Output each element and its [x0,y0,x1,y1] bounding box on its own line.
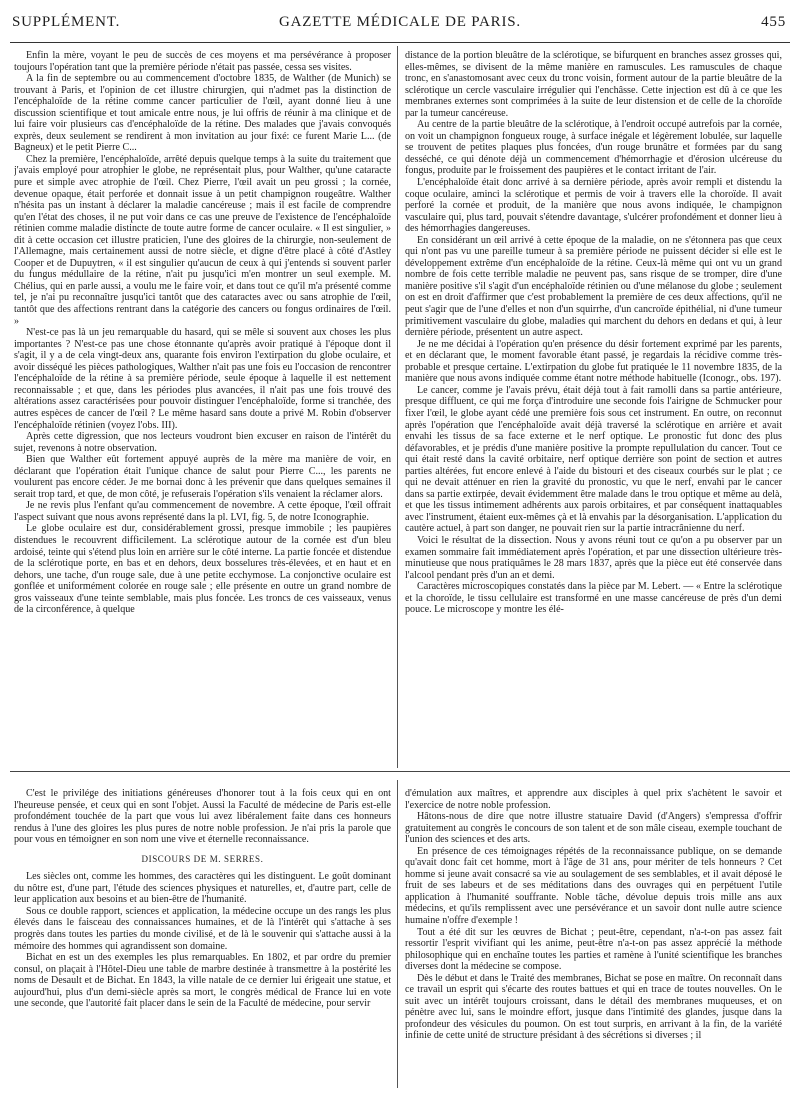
paragraph: Voici le résultat de la dissection. Nous y avons réuni tout ce qu'on a pu observer par un examen sommaire fait immédiatement après l'opération, et par une dissection ultérieure très-minutieuse que nous pratiquâmes le 28 mars 1837, après que la pièce eut été conservée dans l'alcool pendant près d'un an et demi. [405,534,782,581]
paragraph: distance de la portion bleuâtre de la sclérotique, se bifurquent en branches assez grosses qui, elles-mêmes, se divisent de la même manière en ramuscules. Les ramuscules de chaque tronc, en s'anastomosant avec ceux du tronc voisin, forment autour de la partie bleuâtre de la sclérotique un cercle vasculaire irrégulier qui l'enchâsse. Cette injection est dû à ce que les membranes externes sont comprimées à la suite de leur distension et de celle de la choroïde par la tumeur cancéreuse. [405,50,782,119]
paragraph: Je ne me décidai à l'opération qu'en présence du désir fortement exprimé par les parents, et en déclarant que, le moment favorable étant passé, je regardais la récidive comme très-probable et presque certaine. L'extirpation du globe fut pratiquée le 11 novembre 1835, de la manière que nous avons indiquée comme étant notre méthode habituelle (Iconogr., obs. 197). [405,338,782,385]
paragraph: A la fin de septembre ou au commencement d'octobre 1835, de Walther (de Munich) se trouvant à Paris, et l'opinion de cet illustre chirurgien, qui n'admet pas la distinction de l'encéphaloïde de la rétine comme cancer particulier de l'œil, ayant donné lieu à une discussion scientifique et tout amicale entre nous, je lui offris de réunir à ma clinique et de lui faire voir plusieurs cas d'encéphaloïde de la rétine. Des malades que j'avais convoqués exprès, deux seulement se rendirent à mon invitation au jour fixé: ce furent Marie L... (de Bagneux) et le petit Pierre C... [14,73,391,154]
paragraph: Hâtons-nous de dire que notre illustre statuaire David (d'Angers) s'empressa d'offrir gratuitement au congrès le concours de son talent et de son mâle ciseau, exemple touchant de l'union des sciences et des arts. [405,811,782,846]
paragraph: d'émulation aux maîtres, et apprendre aux disciples à quel prix s'achètent le savoir et l'exercice de notre noble profession. [405,788,782,811]
upper-left-column [14,50,391,765]
lower-right-column [405,788,782,1090]
page-number: 455 [761,14,786,30]
lower-left-column [14,788,391,1090]
paragraph: En considérant un œil arrivé à cette époque de la maladie, on ne s'étonnera pas que ceux qui n'ont pas vu une pareille tumeur à sa première période ne puissent décider si elle est le développement extrême d'un encéphaloïde de la rétine. Ceux-là même qui ont vu un grand nombre de fois cette terrible maladie ne peuvent pas, sans risque de se tromper, dire d'une manière positive s'il s'agit d'un encéphaloïde rétinien ou d'une mélanose du globe ; seulement on est en droit d'affirmer que c'est probablement la première de ces deux affections, qu'il ne peut s'agir que de l'une d'elles et non d'un squirrhe, d'un cancroïde épithélial, ni d'une tumeur primitivement vasculaire du globe, maladies qui marchent du dehors en dedans et qui, à leur dernière période, présentent un autre aspect. [405,234,782,339]
paragraph: Bichat en est un des exemples les plus remarquables. En 1802, et par ordre du premier consul, on plaçait à l'Hôtel-Dieu une table de marbre destinée à transmettre à la postérité les noms de Desault et de Bichat. En 1843, la ville natale de ce dernier lui érigeait une statue, et aujourd'hui, plus d'un demi-siècle après sa mort, le congrès médical de France lui en vote une seconde, que l'autorité fait placer dans le sein de la Faculté de médecine, pour servir [14,952,391,1010]
column-divider [397,46,398,768]
section-title: DISCOURS DE M. SERRES. [141,853,264,864]
paragraph: En présence de ces témoignages répétés de la reconnaissance publique, on se demande qu'avait donc fait cet homme, mort à l'âge de 31 ans, pour mériter de tels honneurs ? Cet homme si jeune avait consacré sa vie au soulagement de ses semblables, et il avait déposé le fruit de ses labeurs et de ses méditations dans des ouvrages qui en perpétuent l'utile application à l'humanité souffrante. Noble tâche, dévolue depuis trois mille ans aux médecins, et qu'ils remplissent avec une persévérance et un savoir dont nulle autre science humaine n'offre d'exemple ! [405,845,782,927]
paragraph: Au centre de la partie bleuâtre de la sclérotique, à l'endroit occupé autrefois par la cornée, on voit un champignon fongueux rouge, à surface inégale et légèrement lobulée, sur laquelle se trouvent de petites plaques plus foncées, d'un rouge brunâtre et formées par du sang desséché, ce qui dénote déjà un commencement d'hémorrhagie et d'érosion ulcéreuse du fongus, produite par le froissement des paupières et le contact irritant de l'air. [405,119,782,177]
paragraph: Les siècles ont, comme les hommes, des caractères qui les distinguent. Le goût dominant du nôtre est, d'une part, l'étude des sciences physiques et naturelles, et, d'autre part, celle de leur application aux besoins et au bien-être de l'humanité. [14,871,391,906]
paragraph: Caractères microscopiques constatés dans la pièce par M. Lebert. — « Entre la sclérotique et la choroïde, le tissu cellulaire est transformé en une masse cancéreuse de près d'un demi pouce. Le microscope y montre les élé- [405,581,782,616]
column-divider [397,780,398,1088]
paragraph: C'est le privilége des initiations généreuses d'honorer tout à la fois ceux qui en ont l'heureuse pensée, et ceux qui en sont l'objet. Aussi la Faculté de médecine de Paris est-elle profondément touchée de la part que vous lui avez libéralement faite dans ces honneurs rendus à l'une des gloires les plus pures de notre noble profession. Je n'ai pris la parole que pour vous en témoigner en son nom une vive et éternelle reconnaissance. [14,788,391,846]
paragraph: Le cancer, comme je l'avais prévu, était déjà tout à fait ramolli dans sa partie antérieure, presque diffluent, ce qui me força d'introduire une seconde fois l'airigne de Schmucker pour fixer l'œil, le globe ayant cédé une première fois sous cet instrument. En outre, on reconnut après l'opération que l'encéphaloïde avait déjà traversé la sclérotique en arrière et avait envahi les tissus de sa face externe et le nerf optique. Le pronostic fut donc des plus défavorables, et je prédis d'une manière positive la prompte repullulation du cancer. Tout ce qui était resté dans la cavité orbitaire, nerf optique derrière son point de section et autres parties altérées, fut encore enlevé à l'aide du bistouri et des ciseaux courbés sur le plat ; ce qui ne devait atténuer en rien la gravité du pronostic, vu que le nerf, envahi par le cancer dans sa partie extirpée, devait évidemment être malade dans le trou optique et même au delà, et que les tissus intimement adhérents aux parois orbitaires, et par conséquent inattaquables avec l'instrument, étaient eux-mêmes çà et là envahis par la désorganisation. L'application du cautère actuel, à part son danger, ne pouvait rien sur la partie intracrânienne du nerf. [405,384,782,535]
section-divider [10,771,790,772]
paragraph: Après cette digression, que nos lecteurs voudront bien excuser en raison de l'intérêt du sujet, revenons à notre observation. [14,431,391,454]
paragraph: Bien que Walther eût fortement appuyé auprès de la mère ma manière de voir, en déclarant que l'opération était l'unique chance de salut pour Pierre C..., les parents ne voulurent pas encore céder. Je me bornai donc à les prévenir que dans quelques semaines il serait trop tard, et que, de mon côté, je refuserais l'opération s'ils venaient la réclamer alors. [14,454,391,500]
supplement-label: SUPPLÉMENT. [12,14,121,30]
paragraph: Le globe oculaire est dur, considérablement grossi, presque immobile ; les paupières distendues le recouvrent difficilement. La sclérotique autour de la cornée est d'un bleu ardoisé, teinte qui s'étend plus loin en arrière sur le côté interne. La partie foncée et distendue de la sclérotique porte, en bas et en dehors, deux bosselures très-élevées, et en haut et en dehors, une tache, d'un rouge sale, due à une petite ecchymose. La conjonctive oculaire est gonflée et uniformément colorée en rouge sale ; elle présente en outre un grand nombre de gros vaisseaux d'une teinte semblable, mais plus foncée. Les troncs de ces vaisseaux, venus de la circonférence, à quelque [14,523,391,616]
journal-title: GAZETTE MÉDICALE DE PARIS. [279,14,521,30]
paragraph: Chez la première, l'encéphaloïde, arrêté depuis quelque temps à la suite du traitement que j'avais employé pour atrophier le globe, ne représentait plus, pour Walther, qu'une cataracte pure et simple avec atrophie de l'œil. Chez Pierre, l'œil avait un peu grossi ; la cornée, devenue opaque, était perforée et donnait issue à un petit champignon rougeâtre. Walther n'hésita pas un instant à déclarer la maladie cancéreuse ; mais il est facile de comprendre qu'en l'état des choses, il ne put voir dans ce cas une preuve de l'existence de l'encéphaloïde rétinien comme maladie distincte de toute autre forme de cancer oculaire. « Il est singulier, » dit à cette occasion cet illustre praticien, l'une des gloires de la chirurgie, non-seulement de l'Allemagne, mais certainement aussi de notre siècle, et digne d'être placé à côté d'Astley Cooper et de Dupuytren, « il est singulier qu'aucun de ceux à qui j'entends si souvent parler du fungus médullaire de la rétine, n'ait pu jusqu'ici m'en montrer un seul exemple. M. Chélius, qui en parle aussi, a voulu me le faire voir, et dans tout ce qu'il m'a présenté comme tel, je n'ai pu reconnaître jusqu'ici tantôt que des cataractes avec ou sans atrophie de l'œil, tantôt que des affections rentrant dans la catégorie des cancers ou fongus ordinaires de l'œil. » [14,153,391,327]
paragraph: Tout a été dit sur les œuvres de Bichat ; peut-être, cependant, n'a-t-on pas assez fait ressortir l'esprit vivifiant qui les anime, peut-être n'a-t-on pas assez apprécié la méthode philosophique qui en enchaîne toutes les parties et ramène à l'unité scientifique les branches diverses dont la médecine se compose. [405,926,782,973]
paragraph: Dès le début et dans le Traité des membranes, Bichat se pose en maître. On reconnaît dans ce travail un esprit qui s'écarte des routes battues et qui en trace de toutes nouvelles. On le suit avec un intérêt toujours croissant, dans le détail des membranes muqueuses, et on pénètre avec lui, sans le moindre effort, jusque dans l'intimité des glandes, jusque dans la profondeur des vésicules du poumon. On est tout surpris, en arrivant à la fin, de la variété infinie de cette unité de structure présidant à des sécrétions si diverses ; il [405,972,782,1042]
paragraph: Enfin la mère, voyant le peu de succès de ces moyens et ma persévérance à proposer toujours l'opération tant que la première période n'était pas passée, cessa ses visites. [14,50,391,73]
upper-right-column [405,50,782,765]
paragraph: Je ne revis plus l'enfant qu'au commencement de novembre. A cette époque, l'œil offrait l'aspect suivant que nous avons représenté dans la pl. LVI, fig. 5, de notre Iconographie. [14,500,391,523]
paragraph: L'encéphaloïde était donc arrivé à sa dernière période, après avoir rempli et distendu la coque oculaire, aminci la sclérotique et permis de voir à travers elle la choroïde. Il avait perforé la cornée et produit, de la manière que nous avons indiquée, le champignon vasculaire qui, plus tard, pouvait s'étendre davantage, s'ulcérer profondément et donner lieu à des hémorrhagies dangereuses. [405,177,782,235]
page-header [10,4,790,43]
paragraph: N'est-ce pas là un jeu remarquable du hasard, qui se mêle si souvent aux choses les plus importantes ? N'est-ce pas une chose étonnante qu'après avoir pratiqué à l'époque dont il s'agit, il y a de cela vingt-deux ans, quarante fois environ l'extirpation du globe oculaire, et avoir disséqué les pièces pathologiques, Walther n'ait pas une fois eu l'occasion de rencontrer l'encéphaloïde de la rétine à sa première période, seule époque à laquelle il est nettement reconnaissable ; et que, dans les périodes plus avancées, il n'ait pas une fois trouvé des altérations assez caractérisées pour pouvoir distinguer l'encéphaloïde, forme si tranchée, des autres espèces de cancer de l'œil ? Le même hasard sans doute a privé M. Robin d'observer l'encéphaloïde rétinien (voyez l'obs. III). [14,327,391,431]
paragraph: Sous ce double rapport, sciences et application, la médecine occupe un des rangs les plus élevés dans le faisceau des connaissances humaines, et de là l'intérêt qui s'attache à ses progrès dans toutes les parties du monde civilisé, et de là le souvenir qui s'attache aussi à la mémoire des hommes qui agrandissent son domaine. [14,905,391,952]
